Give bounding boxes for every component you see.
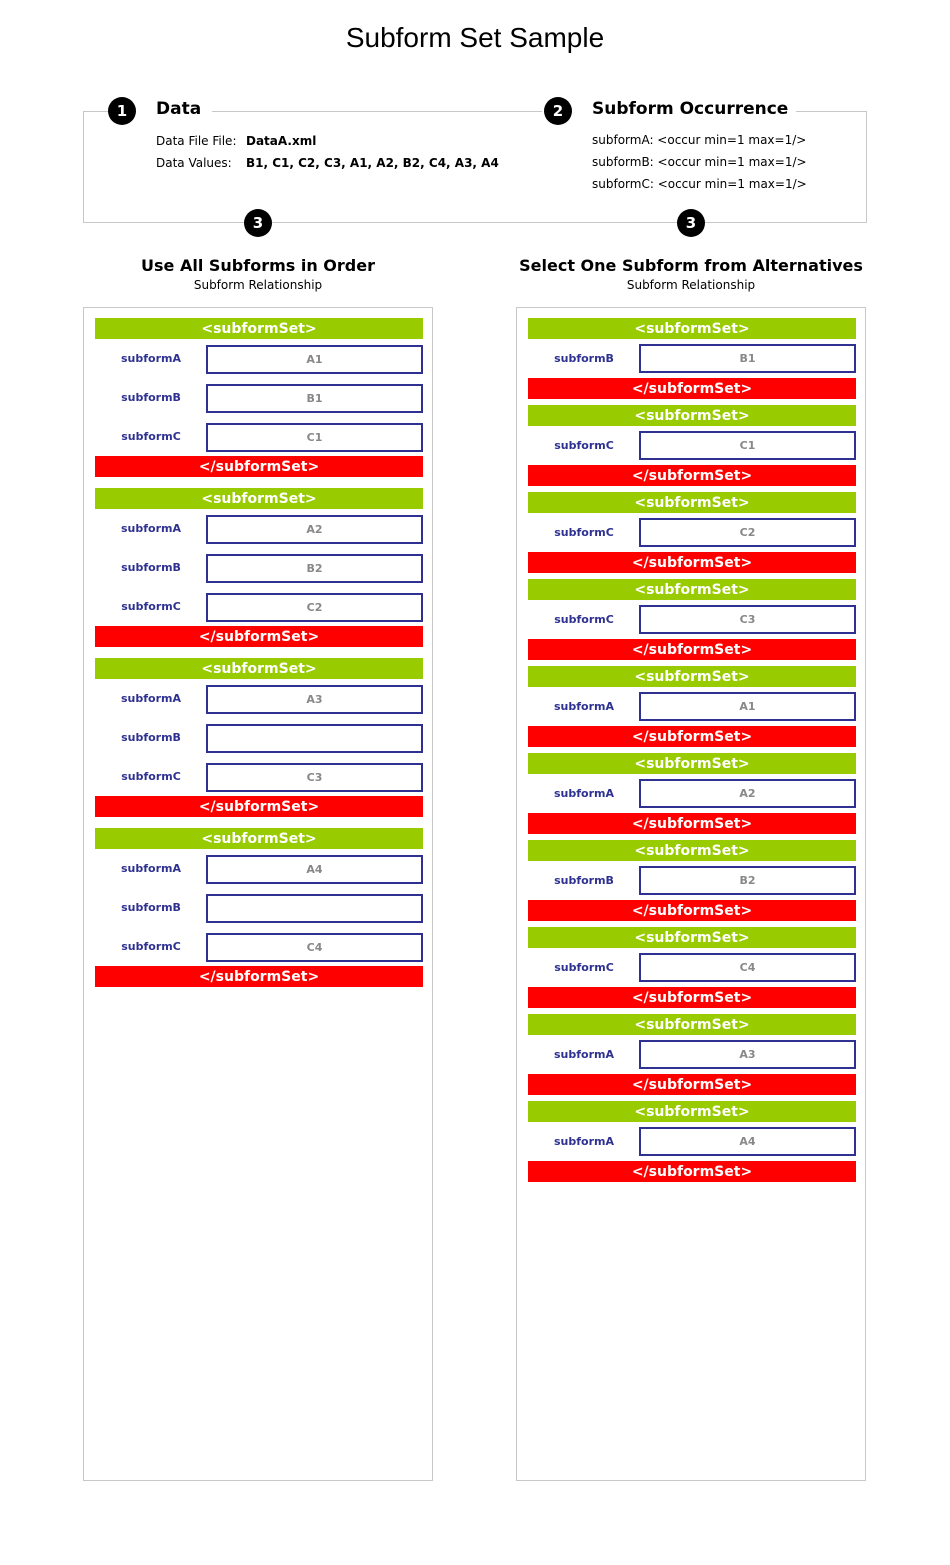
subformset-open-tag: <subformSet> bbox=[95, 658, 423, 679]
subformset-open-tag: <subformSet> bbox=[528, 579, 856, 600]
left-column-subtitle: Subform Relationship bbox=[193, 278, 323, 292]
subformset-close-tag: </subformSet> bbox=[528, 639, 856, 660]
right-subform-list bbox=[528, 318, 856, 1182]
data-file-value: DataA.xml bbox=[246, 134, 317, 148]
info-box-border bbox=[212, 111, 542, 112]
subform-row bbox=[95, 849, 423, 888]
subform-field: C1 bbox=[206, 423, 423, 452]
left-column-title: Use All Subforms in Order bbox=[141, 256, 375, 275]
subform-row bbox=[95, 339, 423, 378]
subform-set bbox=[528, 753, 856, 834]
subform-row bbox=[528, 426, 856, 465]
subformset-open-tag: <subformSet> bbox=[528, 492, 856, 513]
data-file-row bbox=[156, 134, 316, 148]
subformset-close-tag: </subformSet> bbox=[528, 552, 856, 573]
occurrence-section-title: Subform Occurrence bbox=[592, 99, 796, 119]
subform-set bbox=[528, 318, 856, 399]
subformset-close-tag: </subformSet> bbox=[528, 378, 856, 399]
data-values-label: Data Values: bbox=[156, 156, 232, 170]
subform-label: subformB bbox=[554, 352, 614, 365]
subform-set bbox=[95, 488, 423, 647]
subform-field: A2 bbox=[639, 779, 856, 808]
set-gap bbox=[95, 647, 423, 658]
subform-row bbox=[528, 948, 856, 987]
subform-row bbox=[95, 888, 423, 927]
subform-label: subformB bbox=[121, 731, 181, 744]
subform-field: C4 bbox=[206, 933, 423, 962]
subform-label: subformB bbox=[121, 561, 181, 574]
info-box-border bbox=[83, 111, 108, 112]
step-3-badge-left: 3 bbox=[244, 209, 272, 237]
subform-row bbox=[528, 1035, 856, 1074]
subform-row bbox=[95, 548, 423, 587]
step-2-badge: 2 bbox=[544, 97, 572, 125]
subformset-close-tag: </subformSet> bbox=[528, 900, 856, 921]
subform-label: subformA bbox=[554, 1135, 614, 1148]
subform-label: subformC bbox=[121, 430, 181, 443]
step-3-badge-right: 3 bbox=[677, 209, 705, 237]
subformset-close-tag: </subformSet> bbox=[528, 1074, 856, 1095]
subform-label: subformA bbox=[554, 700, 614, 713]
subform-field: A3 bbox=[206, 685, 423, 714]
left-subform-list bbox=[95, 318, 423, 987]
left-panel bbox=[83, 307, 433, 1481]
subformset-open-tag: <subformSet> bbox=[528, 1014, 856, 1035]
subform-row bbox=[528, 600, 856, 639]
subform-label: subformA bbox=[554, 1048, 614, 1061]
subform-label: subformC bbox=[554, 439, 614, 452]
right-column-title: Select One Subform from Alternatives bbox=[519, 256, 863, 275]
subform-row bbox=[95, 757, 423, 796]
subform-row bbox=[528, 687, 856, 726]
subform-set bbox=[528, 579, 856, 660]
subform-row bbox=[528, 339, 856, 378]
subform-set bbox=[95, 828, 423, 987]
subformset-close-tag: </subformSet> bbox=[528, 813, 856, 834]
subform-label: subformB bbox=[121, 391, 181, 404]
set-gap bbox=[95, 817, 423, 828]
subformset-close-tag: </subformSet> bbox=[528, 987, 856, 1008]
subformset-open-tag: <subformSet> bbox=[95, 318, 423, 339]
subform-field: B1 bbox=[639, 344, 856, 373]
subform-field: B2 bbox=[206, 554, 423, 583]
subform-field: B2 bbox=[639, 866, 856, 895]
subform-field bbox=[206, 894, 423, 923]
subform-field: A1 bbox=[206, 345, 423, 374]
subformset-close-tag: </subformSet> bbox=[528, 726, 856, 747]
subform-field: C1 bbox=[639, 431, 856, 460]
subformset-open-tag: <subformSet> bbox=[528, 927, 856, 948]
subform-label: subformA bbox=[121, 352, 181, 365]
subform-label: subformB bbox=[121, 901, 181, 914]
subform-field: A3 bbox=[639, 1040, 856, 1069]
subform-set bbox=[528, 666, 856, 747]
subform-field: B1 bbox=[206, 384, 423, 413]
step-1-badge: 1 bbox=[108, 97, 136, 125]
subform-label: subformC bbox=[554, 613, 614, 626]
subformset-open-tag: <subformSet> bbox=[528, 840, 856, 861]
subform-row bbox=[95, 378, 423, 417]
subform-label: subformC bbox=[121, 940, 181, 953]
subform-set bbox=[528, 927, 856, 1008]
subform-label: subformA bbox=[121, 522, 181, 535]
subform-set bbox=[528, 840, 856, 921]
subform-set bbox=[95, 318, 423, 477]
subformset-close-tag: </subformSet> bbox=[95, 966, 423, 987]
subform-set bbox=[528, 492, 856, 573]
subform-row bbox=[528, 1122, 856, 1161]
subform-field: A1 bbox=[639, 692, 856, 721]
subform-field bbox=[206, 724, 423, 753]
subform-set bbox=[95, 658, 423, 817]
subformset-open-tag: <subformSet> bbox=[528, 666, 856, 687]
data-section-title: Data bbox=[156, 99, 209, 119]
data-values-value: B1, C1, C2, C3, A1, A2, B2, C4, A3, A4 bbox=[246, 156, 499, 170]
subform-set bbox=[528, 1014, 856, 1095]
subform-label: subformC bbox=[554, 526, 614, 539]
subformset-close-tag: </subformSet> bbox=[528, 1161, 856, 1182]
subform-row bbox=[95, 927, 423, 966]
data-values-row bbox=[156, 156, 499, 170]
subformset-open-tag: <subformSet> bbox=[528, 1101, 856, 1122]
subform-row bbox=[528, 513, 856, 552]
subform-field: A4 bbox=[639, 1127, 856, 1156]
occurrence-line: subformB: <occur min=1 max=1/> bbox=[592, 155, 807, 169]
subform-field: C2 bbox=[639, 518, 856, 547]
subformset-open-tag: <subformSet> bbox=[95, 488, 423, 509]
subform-label: subformC bbox=[121, 600, 181, 613]
subform-field: C2 bbox=[206, 593, 423, 622]
subformset-open-tag: <subformSet> bbox=[528, 753, 856, 774]
subform-label: subformC bbox=[554, 961, 614, 974]
subform-field: C3 bbox=[639, 605, 856, 634]
subformset-open-tag: <subformSet> bbox=[95, 828, 423, 849]
subform-label: subformA bbox=[554, 787, 614, 800]
occurrence-line: subformC: <occur min=1 max=1/> bbox=[592, 177, 807, 191]
subform-field: A2 bbox=[206, 515, 423, 544]
subformset-close-tag: </subformSet> bbox=[528, 465, 856, 486]
subform-field: C3 bbox=[206, 763, 423, 792]
right-panel bbox=[516, 307, 866, 1481]
subform-label: subformC bbox=[121, 770, 181, 783]
subform-row bbox=[95, 718, 423, 757]
subformset-close-tag: </subformSet> bbox=[95, 456, 423, 477]
subformset-close-tag: </subformSet> bbox=[95, 796, 423, 817]
set-gap bbox=[95, 477, 423, 488]
subform-row bbox=[95, 679, 423, 718]
subform-row bbox=[95, 417, 423, 456]
subform-set bbox=[528, 405, 856, 486]
subform-label: subformA bbox=[121, 692, 181, 705]
page-title: Subform Set Sample bbox=[345, 22, 605, 53]
subformset-open-tag: <subformSet> bbox=[528, 318, 856, 339]
subform-set bbox=[528, 1101, 856, 1182]
occurrence-line: subformA: <occur min=1 max=1/> bbox=[592, 133, 807, 147]
subform-label: subformA bbox=[121, 862, 181, 875]
subform-row bbox=[95, 587, 423, 626]
subformset-close-tag: </subformSet> bbox=[95, 626, 423, 647]
subformset-open-tag: <subformSet> bbox=[528, 405, 856, 426]
subform-label: subformB bbox=[554, 874, 614, 887]
info-box-border bbox=[792, 111, 867, 112]
subform-row bbox=[95, 509, 423, 548]
subform-row bbox=[528, 774, 856, 813]
subform-row bbox=[528, 861, 856, 900]
subform-field: C4 bbox=[639, 953, 856, 982]
data-file-label: Data File File: bbox=[156, 134, 237, 148]
subform-field: A4 bbox=[206, 855, 423, 884]
right-column-subtitle: Subform Relationship bbox=[626, 278, 756, 292]
